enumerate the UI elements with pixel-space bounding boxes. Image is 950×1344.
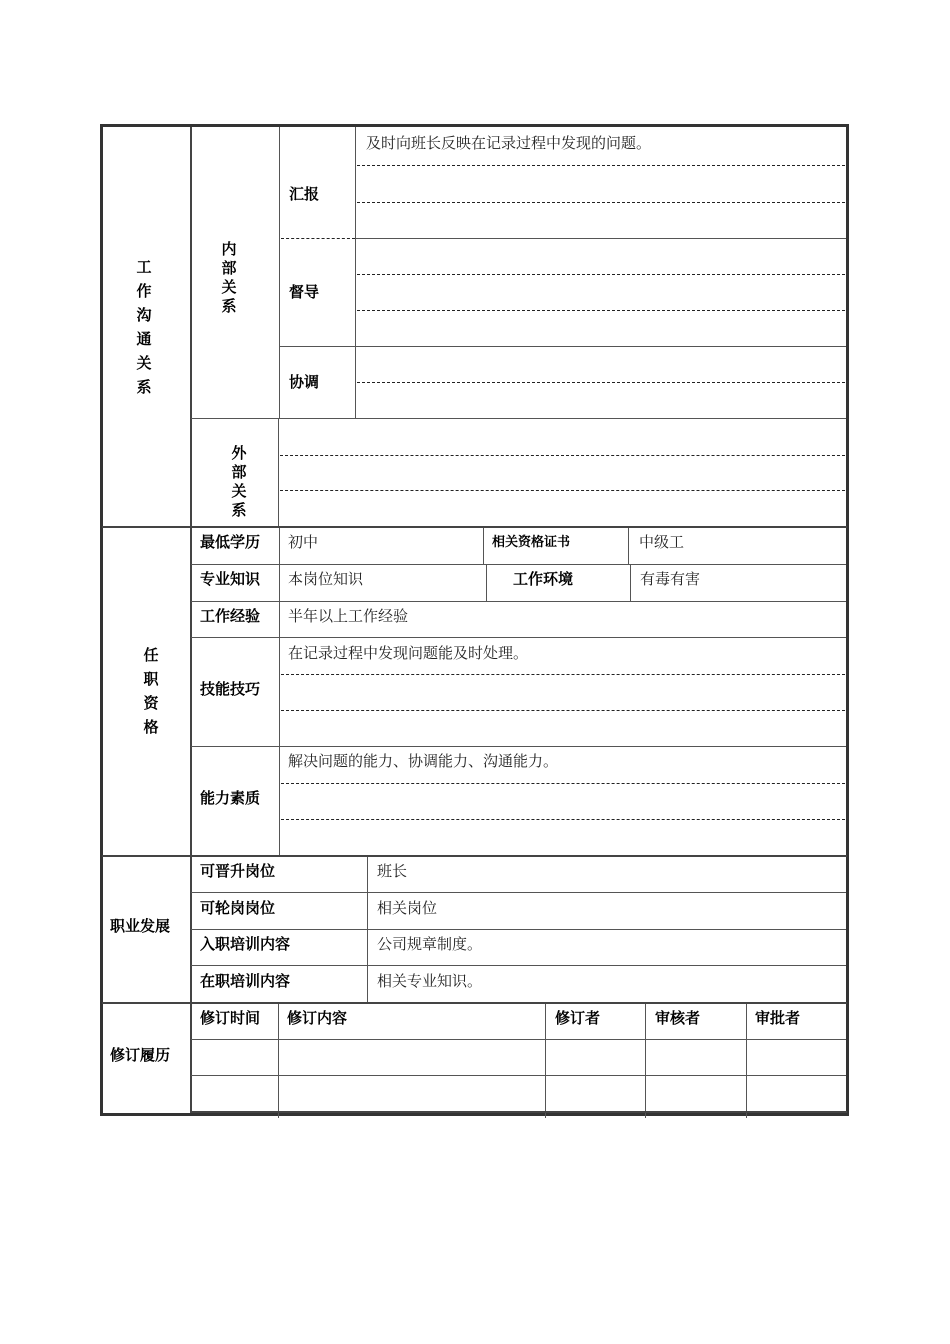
column-divider xyxy=(628,528,629,564)
row-divider xyxy=(191,746,846,747)
column-divider xyxy=(630,565,631,601)
vertical-title-char: 工 xyxy=(136,258,152,276)
education-value: 初中 xyxy=(288,533,319,551)
certificate-value: 中级工 xyxy=(639,533,685,551)
writing-line xyxy=(280,455,845,456)
education-label: 最低学历 xyxy=(200,533,261,551)
internal-relations-title xyxy=(219,240,239,316)
column-divider xyxy=(279,127,280,418)
column-divider xyxy=(545,1004,546,1118)
onboarding-label: 入职培训内容 xyxy=(200,935,291,953)
row-divider xyxy=(356,238,846,239)
revision-header-reviewer: 审核者 xyxy=(655,1009,701,1027)
vertical-title-char: 关 xyxy=(221,278,237,296)
row-divider xyxy=(191,601,846,602)
coordinate-label: 协调 xyxy=(289,373,320,391)
row-divider xyxy=(280,346,846,347)
vertical-title-char: 格 xyxy=(143,718,159,736)
report-text: 及时向班长反映在记录过程中发现的问题。 xyxy=(366,134,652,152)
column-divider xyxy=(278,418,279,526)
vertical-title-char: 资 xyxy=(143,694,159,712)
table-bottom-border xyxy=(190,1111,847,1113)
section-divider xyxy=(102,526,847,528)
writing-line xyxy=(357,382,845,383)
promotion-value: 班长 xyxy=(377,862,408,880)
writing-line xyxy=(357,165,845,166)
vertical-title-char: 通 xyxy=(136,330,152,348)
writing-line xyxy=(281,783,845,784)
inservice-label: 在职培训内容 xyxy=(200,972,291,990)
section-divider xyxy=(102,1002,847,1004)
column-divider xyxy=(355,127,356,418)
revision-header-content: 修订内容 xyxy=(287,1009,348,1027)
certificate-label: 相关资格证书 xyxy=(492,535,571,550)
section-title-revision: 修订履历 xyxy=(110,1046,171,1064)
row-divider xyxy=(191,929,846,930)
writing-line xyxy=(357,310,845,311)
row-divider xyxy=(191,418,846,419)
environment-label: 工作环境 xyxy=(513,570,574,588)
onboarding-value: 公司规章制度。 xyxy=(377,935,483,953)
experience-value: 半年以上工作经验 xyxy=(288,607,409,625)
row-divider xyxy=(191,965,846,966)
writing-line xyxy=(281,674,845,675)
revision-header-reviser: 修订者 xyxy=(555,1009,601,1027)
knowledge-label: 专业知识 xyxy=(200,570,261,588)
skills-value: 在记录过程中发现问题能及时处理。 xyxy=(288,644,529,662)
vertical-title-char: 系 xyxy=(136,378,152,396)
section-divider xyxy=(102,855,847,857)
vertical-title-char: 关 xyxy=(231,482,247,500)
vertical-title-char: 系 xyxy=(221,297,237,315)
ability-label: 能力素质 xyxy=(200,789,261,807)
vertical-title-char: 部 xyxy=(221,259,237,277)
vertical-title-text xyxy=(229,444,249,520)
vertical-title-text xyxy=(134,255,154,399)
section-title-qualifications xyxy=(141,643,161,739)
row-divider xyxy=(281,238,355,239)
column-divider xyxy=(746,1004,747,1118)
vertical-title-char: 内 xyxy=(221,240,237,258)
column-divider xyxy=(486,565,487,601)
row-divider xyxy=(191,1075,846,1076)
rotation-label: 可轮岗岗位 xyxy=(200,899,276,917)
writing-line xyxy=(357,202,845,203)
writing-line xyxy=(357,274,845,275)
vertical-title-char: 作 xyxy=(136,282,152,300)
column-divider xyxy=(483,528,484,564)
vertical-title-char: 外 xyxy=(231,444,247,462)
external-relations-title xyxy=(229,444,249,520)
vertical-title-char: 沟 xyxy=(136,306,152,324)
vertical-title-char: 任 xyxy=(143,646,159,664)
section-title-communication xyxy=(134,255,154,399)
knowledge-value: 本岗位知识 xyxy=(288,570,364,588)
row-divider xyxy=(191,1039,846,1040)
writing-line xyxy=(280,490,845,491)
writing-line xyxy=(281,710,845,711)
inservice-value: 相关专业知识。 xyxy=(377,972,483,990)
vertical-title-text xyxy=(219,240,239,316)
row-divider xyxy=(191,892,846,893)
revision-header-time: 修订时间 xyxy=(200,1009,261,1027)
vertical-title-char: 部 xyxy=(231,463,247,481)
promotion-label: 可晋升岗位 xyxy=(200,862,276,880)
revision-header-approver: 审批者 xyxy=(755,1009,801,1027)
row-divider xyxy=(191,564,846,565)
experience-label: 工作经验 xyxy=(200,607,261,625)
vertical-title-text xyxy=(141,643,161,739)
column-divider xyxy=(279,528,280,855)
environment-value: 有毒有害 xyxy=(640,570,701,588)
ability-value: 解决问题的能力、协调能力、沟通能力。 xyxy=(288,752,559,770)
row-divider xyxy=(191,637,846,638)
vertical-title-char: 系 xyxy=(231,501,247,519)
vertical-title-char: 职 xyxy=(143,670,159,688)
column-divider xyxy=(645,1004,646,1118)
skills-label: 技能技巧 xyxy=(200,680,261,698)
vertical-title-char: 关 xyxy=(136,354,152,372)
rotation-value: 相关岗位 xyxy=(377,899,438,917)
report-label: 汇报 xyxy=(289,185,320,203)
supervise-label: 督导 xyxy=(289,283,320,301)
writing-line xyxy=(281,819,845,820)
section-title-career: 职业发展 xyxy=(110,917,171,935)
column-divider xyxy=(278,1004,279,1118)
